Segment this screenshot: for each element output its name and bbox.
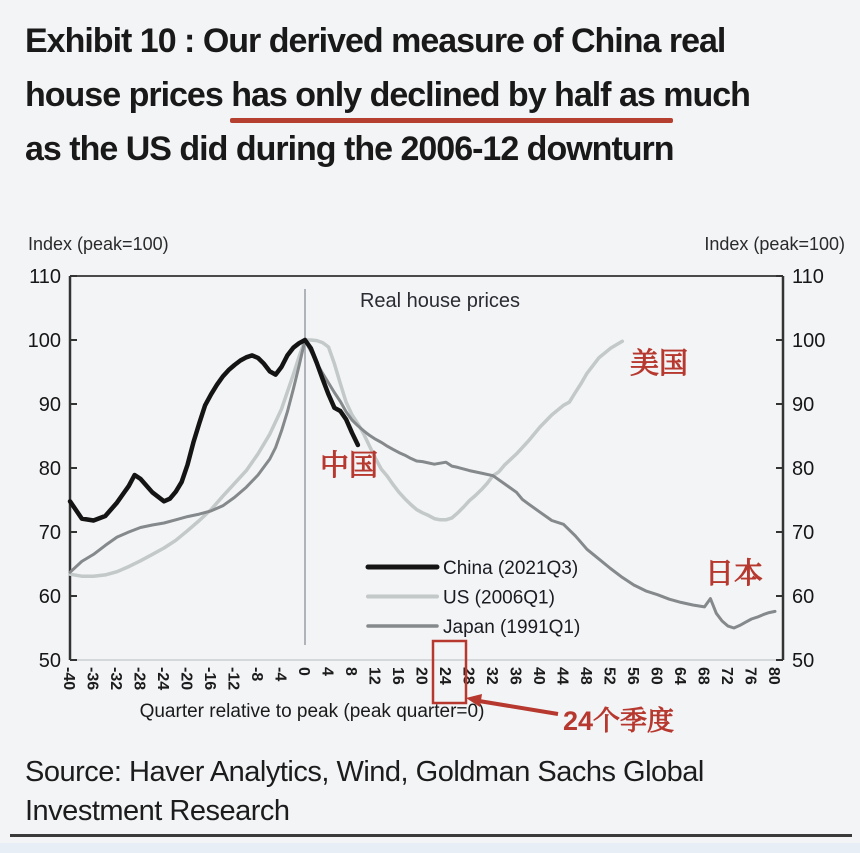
x-tick-label: 48	[577, 667, 594, 685]
x-tick-label: 44	[553, 667, 571, 685]
x-tick-label: 4	[318, 667, 336, 676]
x-tick-label: -40	[60, 667, 77, 691]
x-tick-label: 64	[671, 667, 688, 685]
title-line-3: as the US did during the 2006-12 downturn	[25, 130, 674, 168]
y-tick-label-right: 110	[792, 266, 824, 288]
x-tick-label: -28	[130, 667, 148, 691]
left-axis-unit-label: Index (peak=100)	[28, 234, 169, 254]
x-tick-label: 72	[718, 667, 735, 685]
x-tick-label: 16	[389, 667, 406, 685]
exhibit-title	[25, 14, 837, 176]
title-line-2: house prices has only declined by half as much	[25, 76, 750, 114]
x-tick-label: 76	[741, 667, 759, 685]
source-line-1: Source: Haver Analytics, Wind, Goldman Sachs Global	[25, 756, 704, 788]
quarters-24-annotation: 24个季度	[563, 706, 675, 736]
y-tick-label-left: 70	[38, 522, 61, 544]
title-line-1: Exhibit 10 : Our derived measure of China real	[25, 22, 726, 60]
legend-label: US (2006Q1)	[443, 587, 555, 609]
china-annotation: 中国	[320, 450, 379, 482]
x-tick-label: -16	[201, 667, 218, 691]
x-axis-label: Quarter relative to peak (peak quarter=0)	[139, 701, 485, 722]
x-tick-label: 36	[506, 667, 524, 685]
x-tick-label: 12	[365, 667, 383, 685]
y-tick-label-right: 50	[792, 650, 815, 672]
x-tick-label: 80	[765, 667, 782, 685]
x-tick-label: -12	[224, 667, 242, 691]
y-tick-label-left: 60	[38, 586, 61, 608]
y-tick-label-left: 100	[27, 330, 61, 352]
y-tick-label-right: 90	[792, 394, 815, 416]
title-underline	[230, 118, 673, 123]
x-tick-label: -24	[154, 667, 171, 691]
us-annotation: 美国	[630, 348, 689, 380]
source-line-2: Investment Research	[25, 795, 290, 827]
x-tick-label: -20	[177, 667, 195, 691]
y-tick-label-left: 110	[29, 266, 61, 288]
x-tick-label: 60	[647, 667, 665, 685]
x-tick-label: 32	[483, 667, 500, 685]
x-tick-label: 0	[295, 667, 312, 676]
x-tick-label: -36	[83, 667, 101, 691]
real-house-prices-chart	[0, 225, 860, 745]
japan-annotation: 日本	[705, 558, 764, 590]
annotation-arrow-shaft	[479, 701, 558, 714]
y-tick-label-right: 100	[792, 330, 826, 352]
x-tick-label: -32	[107, 667, 124, 691]
y-tick-label-left: 80	[38, 458, 61, 480]
y-tick-label-right: 70	[792, 522, 815, 544]
right-axis-unit-label: Index (peak=100)	[704, 234, 845, 254]
x-tick-label: 40	[530, 667, 547, 685]
y-tick-label-right: 60	[792, 586, 815, 608]
x-tick-label: 28	[459, 667, 477, 685]
y-tick-label-right: 80	[792, 458, 815, 480]
legend-label: China (2021Q3)	[443, 558, 579, 579]
x-tick-label: 52	[600, 667, 618, 685]
y-tick-label-left: 90	[38, 394, 61, 416]
x-tick-label: 68	[694, 667, 712, 685]
x-tick-label: -4	[271, 667, 289, 682]
bottom-strip	[0, 843, 860, 853]
legend-label: Japan (1991Q1)	[443, 617, 581, 638]
x-tick-label: -8	[248, 667, 265, 682]
bottom-divider	[10, 834, 852, 837]
y-tick-label-left: 50	[38, 650, 61, 672]
source-note	[25, 753, 704, 831]
x-tick-label: 20	[412, 667, 430, 685]
chart-render-layer	[28, 266, 826, 690]
series-line-china	[70, 340, 358, 521]
series-line-japan	[70, 340, 775, 628]
x-tick-label: 56	[624, 667, 641, 685]
x-tick-label: 24	[436, 667, 453, 685]
chart-inner-title: Real house prices	[359, 290, 521, 312]
x-tick-label: 8	[342, 667, 359, 676]
